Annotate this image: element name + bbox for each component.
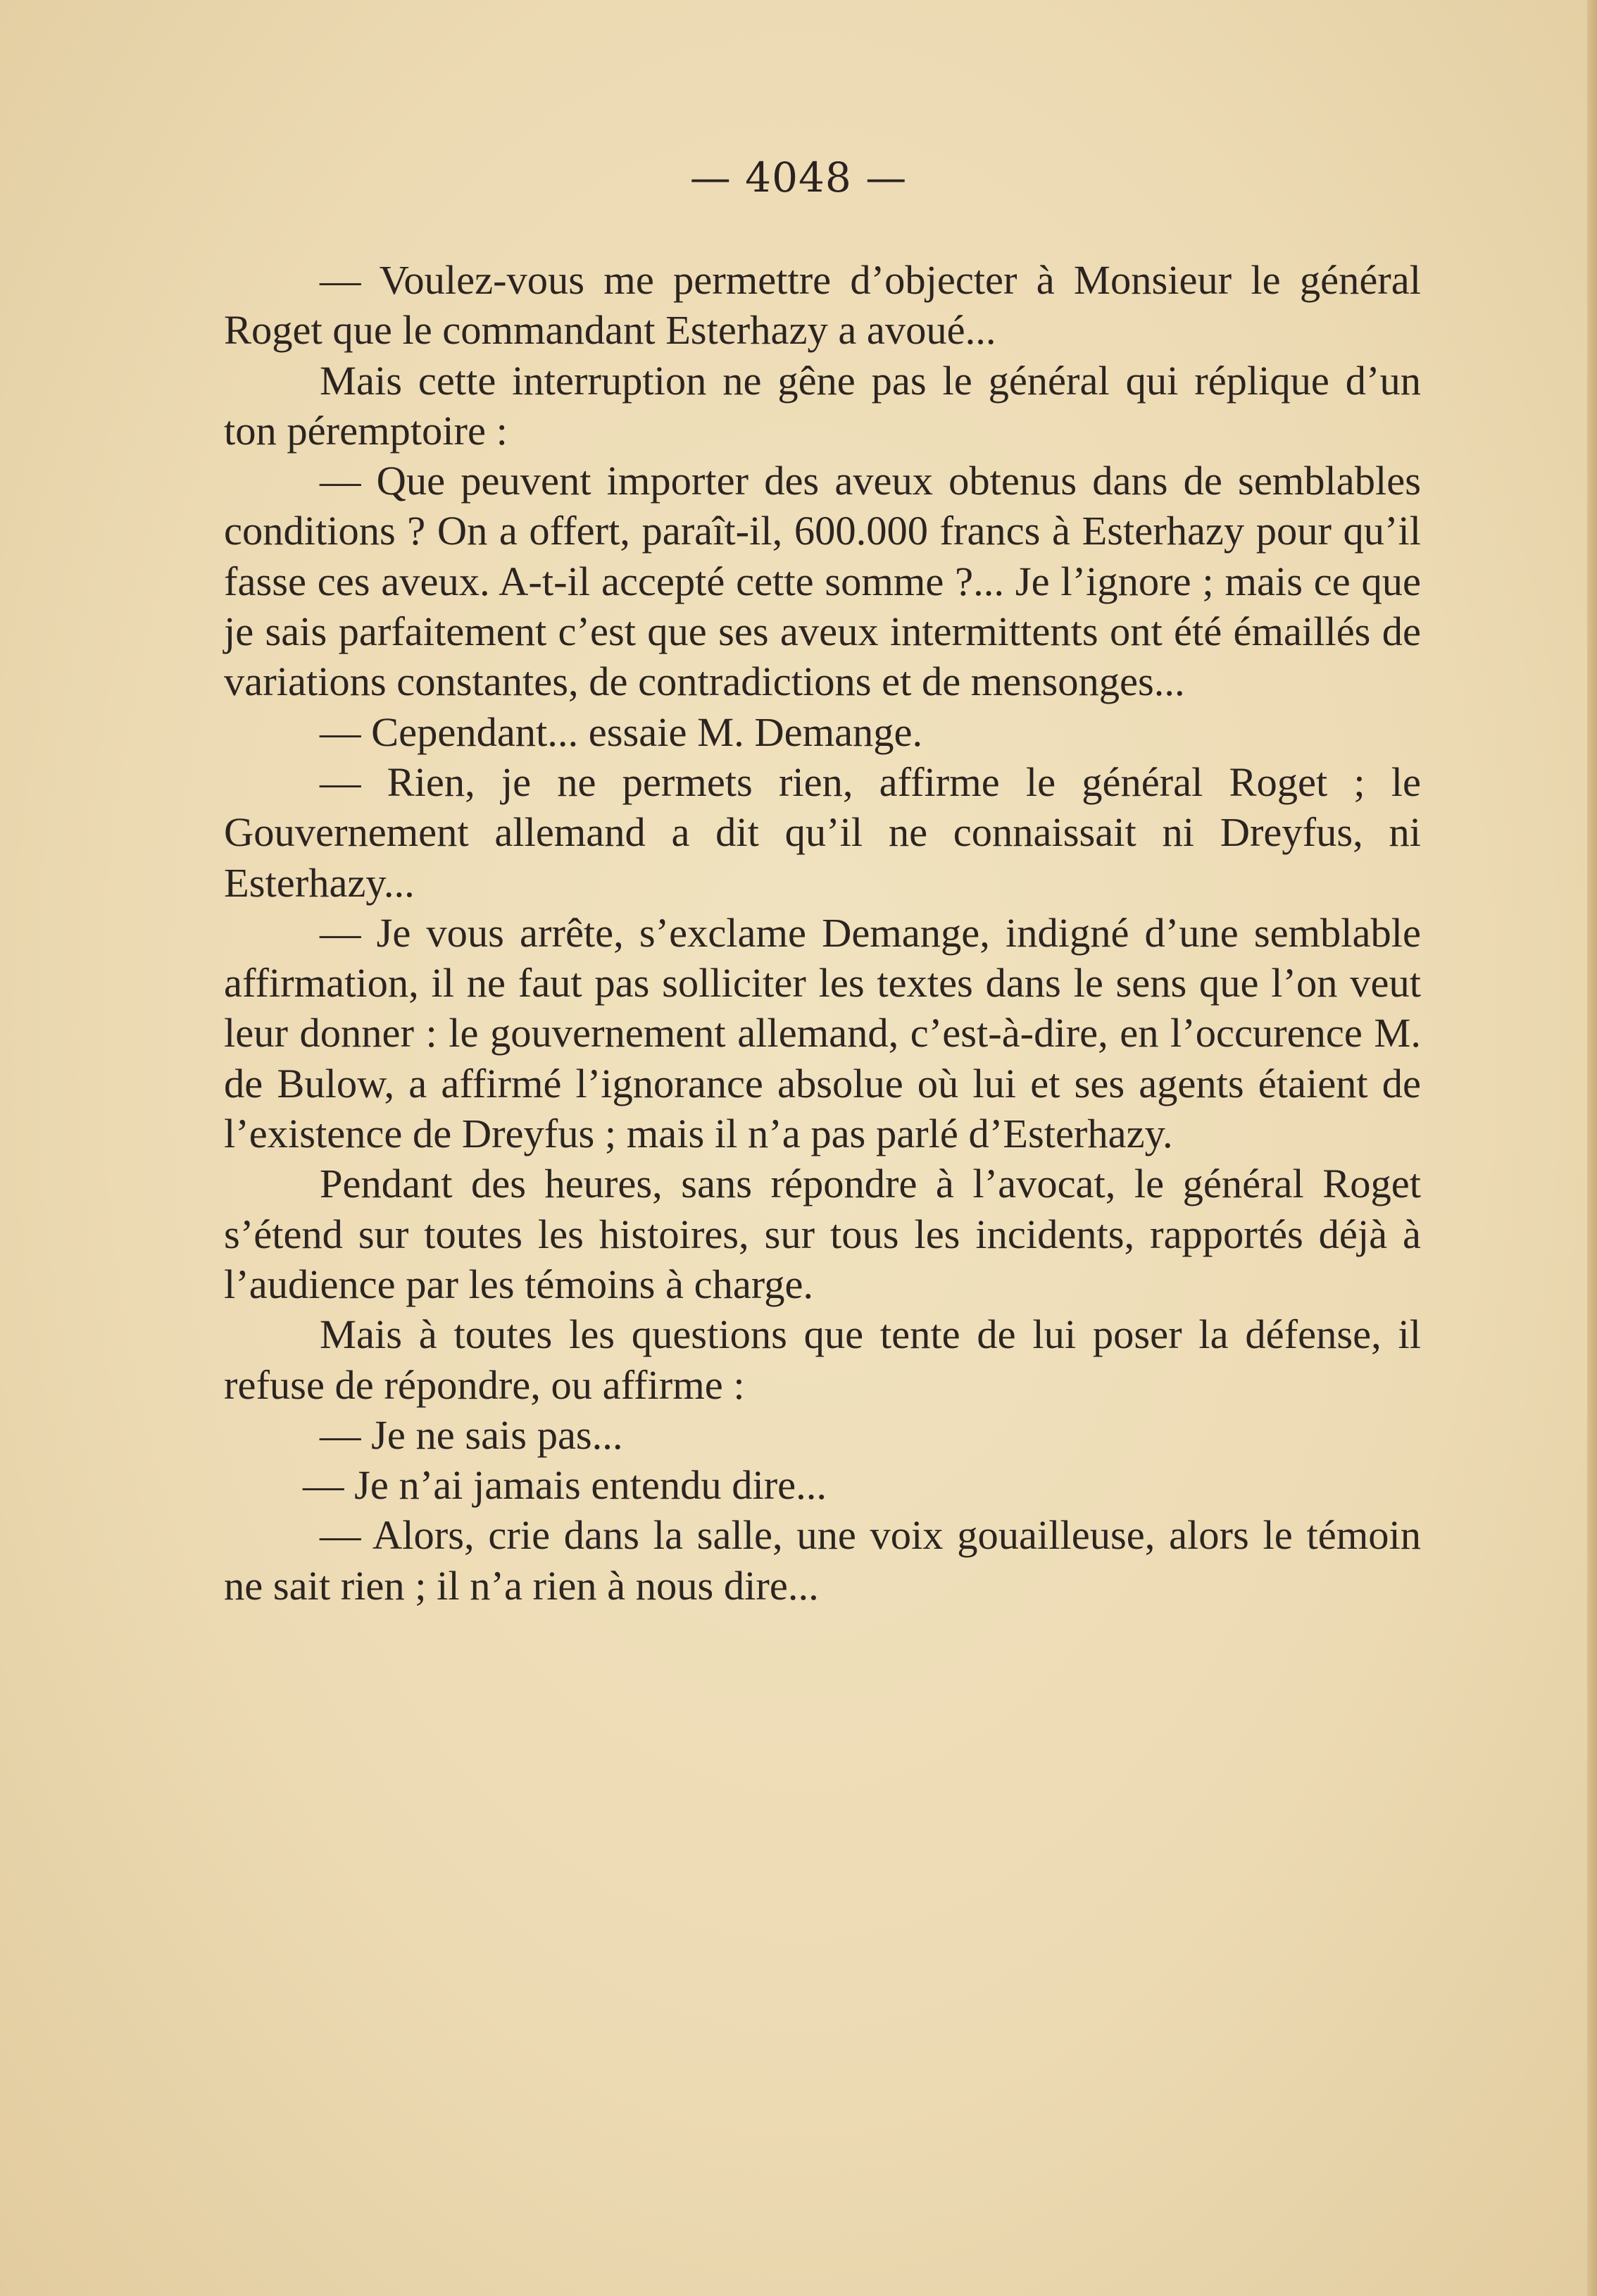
text-body [224, 255, 1421, 1611]
paragraph-2: Mais cette interruption ne gêne pas le général qui réplique d’un ton péremptoire : [224, 357, 1421, 454]
paragraph-9: — Je ne sais pas... [320, 1411, 623, 1458]
paragraph-5: — Rien, je ne permets rien, affirme le général Roget ; le Gouvernement allemand a dit qu’il ne connaissait ni Dreyfus, ni Esterhazy... [224, 759, 1421, 906]
paragraph-8: Mais à toutes les questions que tente de lui poser la défense, il refuse de répondre, ou affirme : [224, 1311, 1421, 1408]
paragraph-7: Pendant des heures, sans répondre à l’avocat, le général Roget s’étend sur toutes les histoires, sur tous les incidents, rapportés déjà à l’audience par les témoins à charge. [224, 1161, 1421, 1307]
page-number: — 4048 — [689, 154, 908, 201]
paragraph-1: — Voulez-vous me permettre d’objecter à Monsieur le général Roget que le commandant Esterhazy a avoué... [224, 257, 1421, 354]
paragraph-3: — Que peuvent importer des aveux obtenus dans de semblables conditions ? On a offert, paraît-il, 600.000 francs à Esterhazy pour qu’il fasse ces aveux. A-t-il accepté cette somme ?... Je l’ignore ; mais ce que je sais parfaitement c’est que ses aveux intermittents ont été émaillés de variations constantes, de contradictions et de mensonges... [224, 458, 1421, 705]
paragraph-10: — Je n’ai jamais entendu dire... [303, 1462, 827, 1509]
paragraph-4: — Cependant... essaie M. Demange. [320, 709, 923, 755]
paragraph-11: — Alors, crie dans la salle, une voix gouailleuse, alors le témoin ne sait rien ; il n’a rien à nous dire... [224, 1512, 1421, 1609]
paragraph-6: — Je vous arrête, s’exclame Demange, indigné d’une semblable affirmation, il ne faut pas solliciter les textes dans le sens que l’on veut leur donner : le gouvernement allemand, c’est-à-dire, en l’occurence M. de Bulow, a affirmé l’ignorance absolue où lui et ses agents étaient de l’existence de Dreyfus ; mais il n’a pas parlé d’Esterhazy. [224, 909, 1421, 1157]
page-edge [1587, 0, 1597, 2296]
